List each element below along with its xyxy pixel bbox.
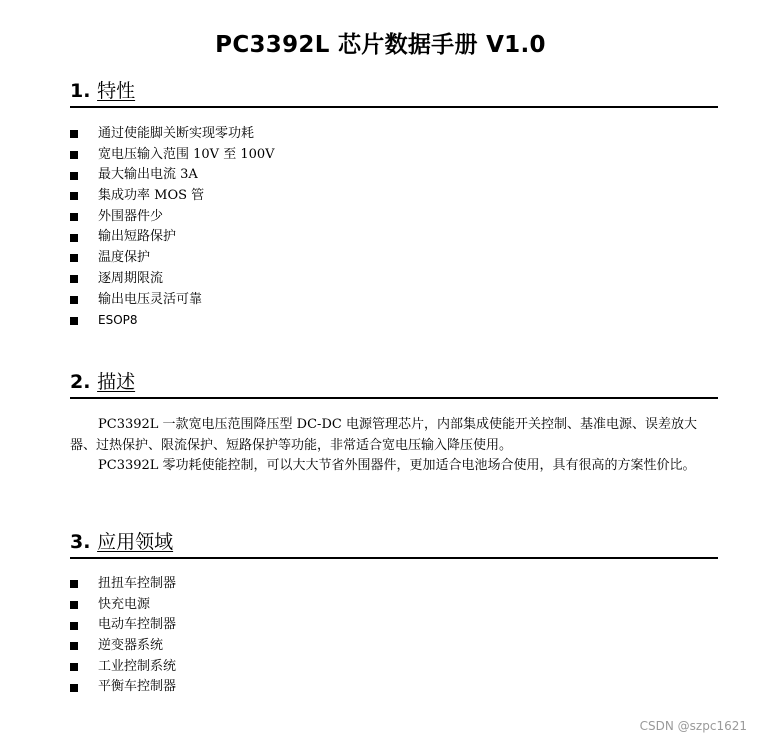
list-item: 快充电源 xyxy=(70,595,176,616)
list-item: 最大输出电流 3A xyxy=(70,165,275,186)
bullet-square-icon xyxy=(70,684,78,692)
features-list xyxy=(70,124,275,331)
watermark: CSDN @szpc1621 xyxy=(639,719,747,733)
section-applications-heading xyxy=(70,531,718,559)
bullet-square-icon xyxy=(70,296,78,304)
section-number: 3. xyxy=(70,531,91,553)
list-item: 宽电压输入范围 10V 至 100V xyxy=(70,145,275,166)
list-item: 逐周期限流 xyxy=(70,269,275,290)
bullet-square-icon xyxy=(70,151,78,159)
list-item: 扭扭车控制器 xyxy=(70,574,176,595)
applications-list xyxy=(70,574,176,698)
bullet-square-icon xyxy=(70,234,78,242)
bullet-square-icon xyxy=(70,642,78,650)
bullet-square-icon xyxy=(70,580,78,588)
description-paragraph-1: PC3392L 一款宽电压范围降压型 DC-DC 电源管理芯片，内部集成使能开关控制、基准电源、误差放大器、过热保护、限流保护、短路保护等功能，非常适合宽电压输入降压使用。 xyxy=(70,417,697,453)
list-item: 电动车控制器 xyxy=(70,615,176,636)
list-item: 平衡车控制器 xyxy=(70,677,176,698)
list-item: 输出短路保护 xyxy=(70,227,275,248)
list-item: ESOP8 xyxy=(70,310,275,331)
list-item: 集成功率 MOS 管 xyxy=(70,186,275,207)
list-item: 通过使能脚关断实现零功耗 xyxy=(70,124,275,145)
bullet-square-icon xyxy=(70,275,78,283)
list-item: 工业控制系统 xyxy=(70,657,176,678)
bullet-square-icon xyxy=(70,192,78,200)
document-title: PC3392L 芯片数据手册 V1.0 xyxy=(215,32,546,58)
list-item: 外围器件少 xyxy=(70,207,275,228)
bullet-square-icon xyxy=(70,130,78,138)
description-paragraph-2: PC3392L 零功耗使能控制，可以大大节省外围器件，更加适合电池场合使用，具有很高的方案性价比。 xyxy=(98,458,696,473)
bullet-square-icon xyxy=(70,601,78,609)
section-title: 描述 xyxy=(97,371,136,393)
section-number: 2. xyxy=(70,371,91,393)
bullet-square-icon xyxy=(70,172,78,180)
list-item: 逆变器系统 xyxy=(70,636,176,657)
section-description-heading xyxy=(70,371,718,399)
bullet-square-icon xyxy=(70,213,78,221)
bullet-square-icon xyxy=(70,317,78,325)
section-title: 应用领域 xyxy=(97,531,174,553)
list-item: 输出电压灵活可靠 xyxy=(70,290,275,311)
bullet-square-icon xyxy=(70,254,78,262)
bullet-square-icon xyxy=(70,663,78,671)
section-features-heading xyxy=(70,80,718,108)
section-number: 1. xyxy=(70,80,91,102)
bullet-square-icon xyxy=(70,622,78,630)
section-title: 特性 xyxy=(97,80,136,102)
list-item: 温度保护 xyxy=(70,248,275,269)
